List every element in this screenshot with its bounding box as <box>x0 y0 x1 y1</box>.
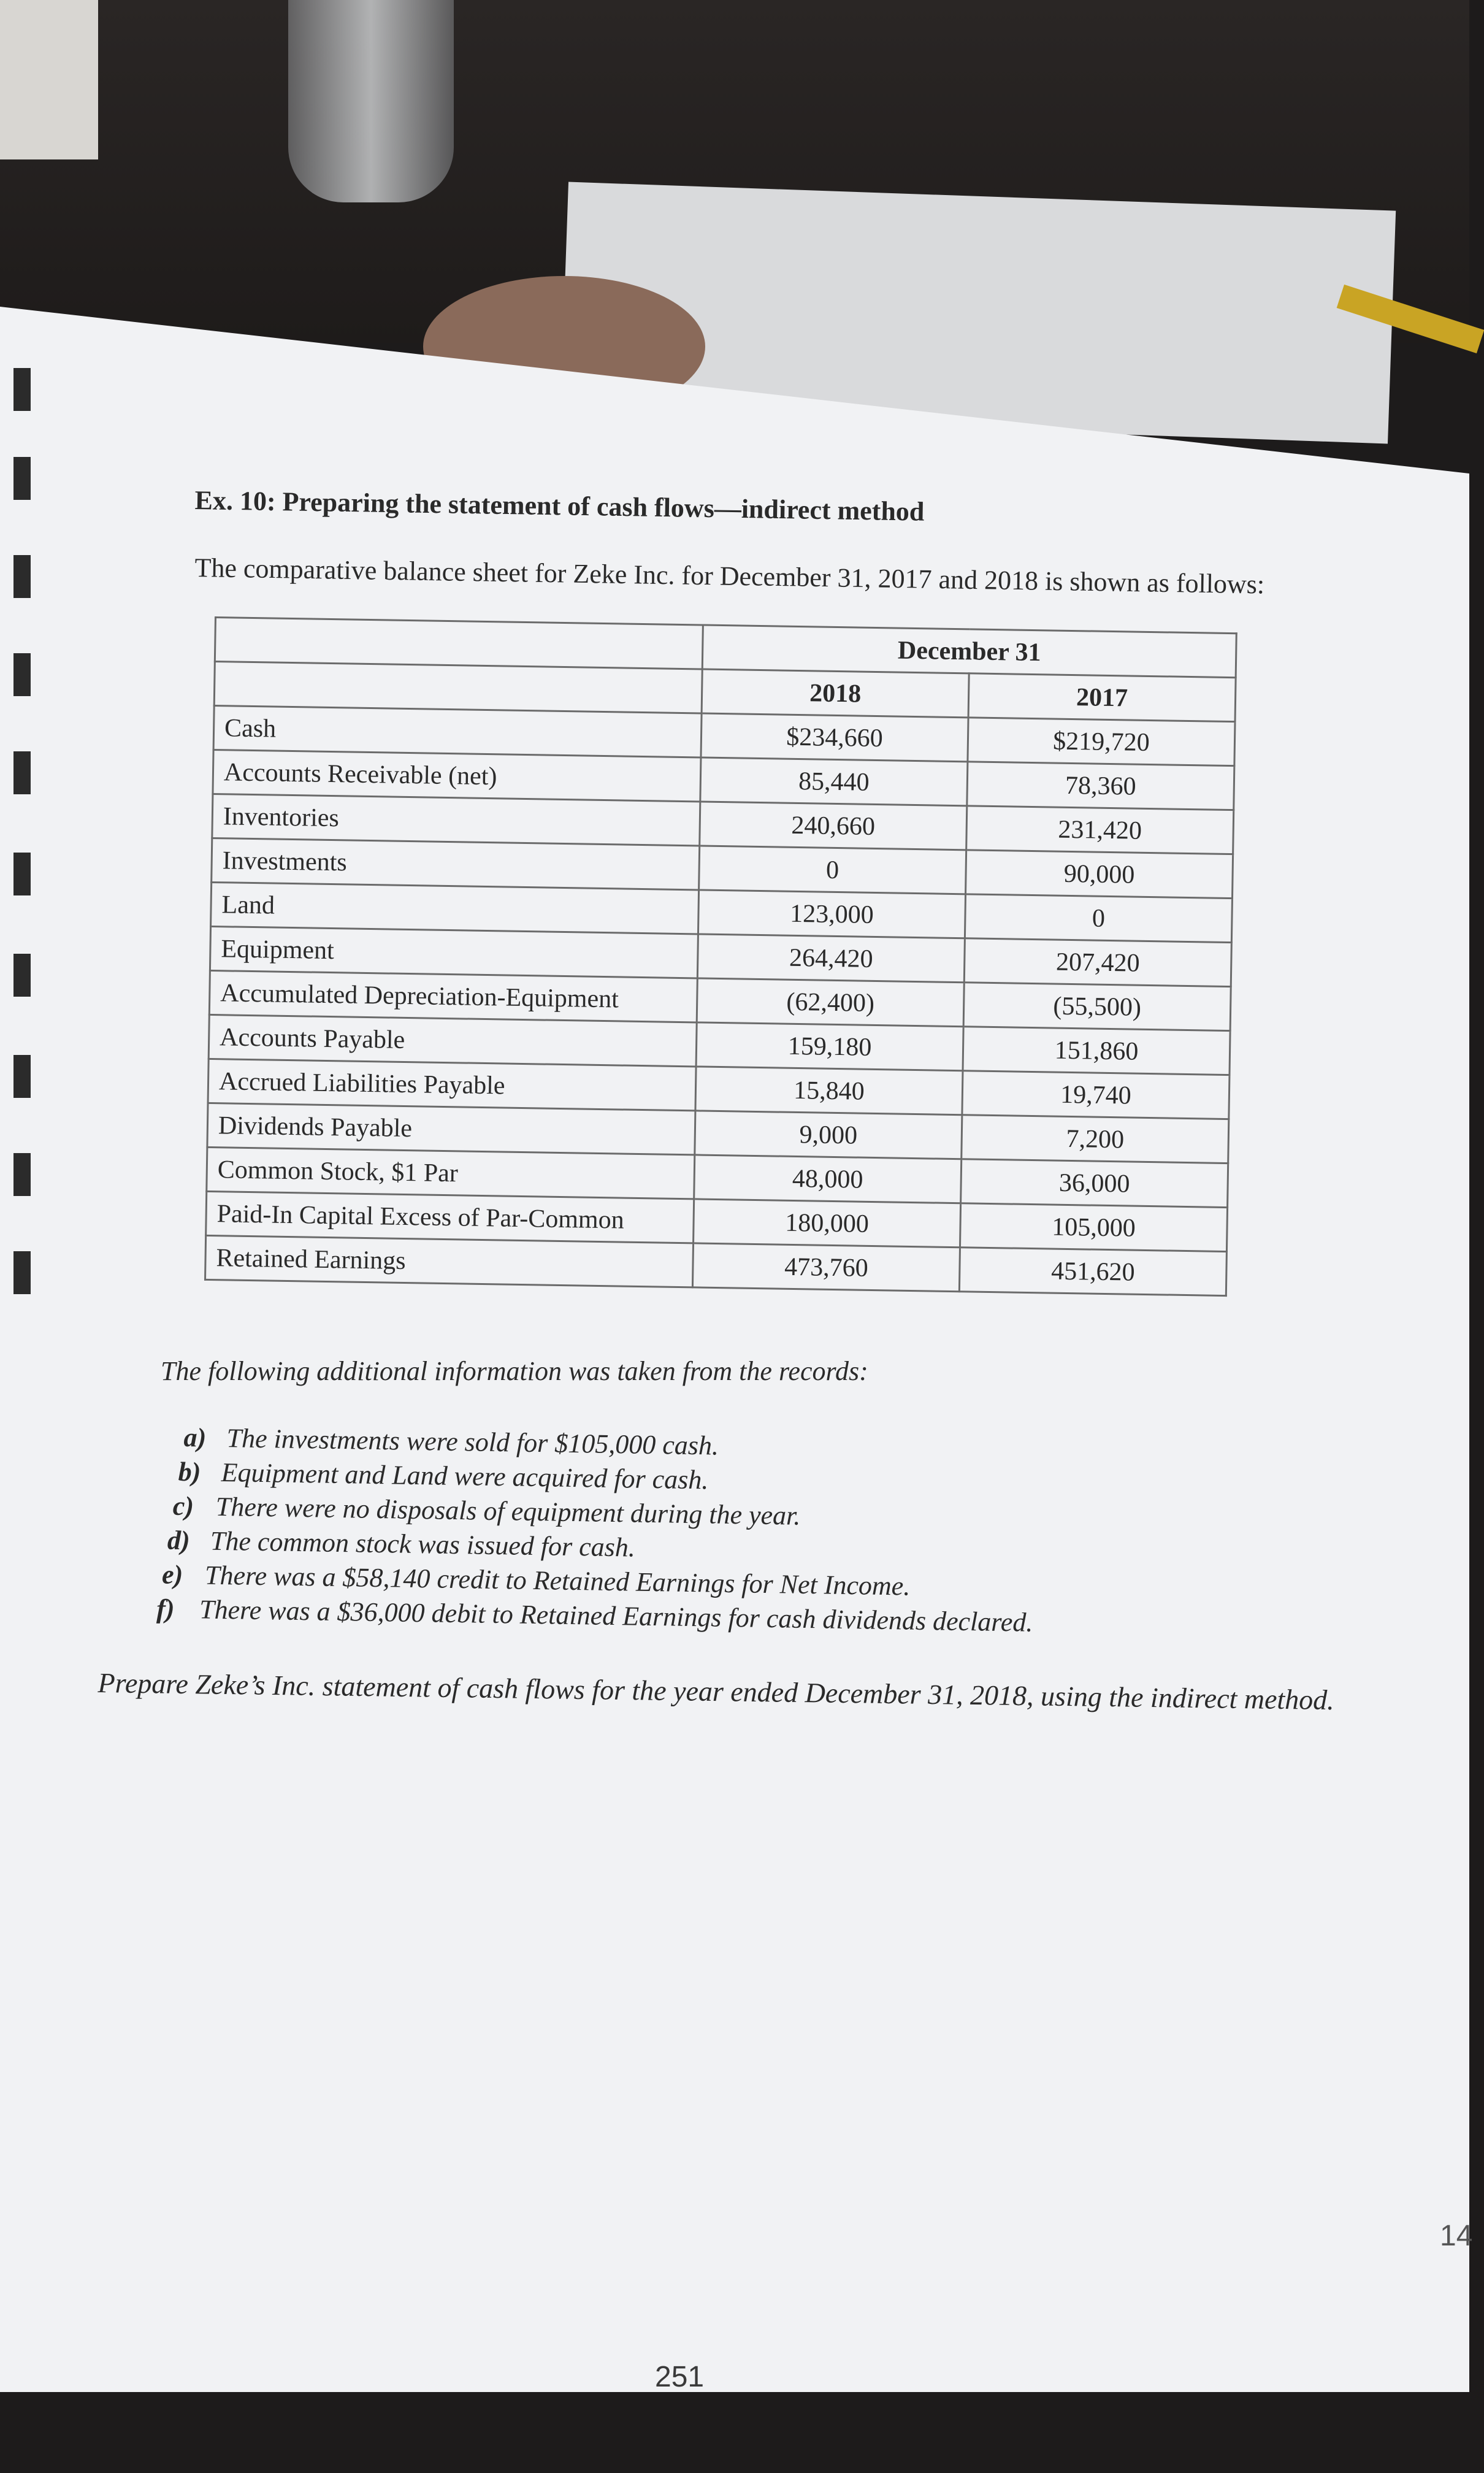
value-2018: 123,000 <box>698 890 965 938</box>
balance-sheet <box>204 616 1237 1297</box>
item-text: There was a $36,000 debit to Retained Earnings for cash dividends declared. <box>199 1594 1033 1638</box>
item-marker: e) <box>161 1559 183 1590</box>
binder-tab <box>13 457 31 500</box>
page-number: 251 <box>655 2361 705 2393</box>
header-2018: 2018 <box>702 669 969 718</box>
item-marker: b) <box>178 1456 201 1487</box>
row-label: Accounts Receivable (net) <box>213 750 701 801</box>
additional-info-heading: The following additional information was taken from the records: <box>161 1356 868 1386</box>
value-2017: (55,500) <box>963 983 1231 1031</box>
item-text: There was a $58,140 credit to Retained Earnings for Net Income. <box>204 1560 911 1601</box>
binder-tab <box>13 1153 31 1196</box>
row-label: Land <box>211 882 699 934</box>
value-2017: $219,720 <box>968 718 1235 766</box>
row-label: Common Stock, $1 Par <box>207 1147 695 1198</box>
binder-tab <box>13 368 31 411</box>
item-marker: f) <box>156 1593 175 1624</box>
value-2018: 159,180 <box>696 1022 963 1071</box>
edge-number: 14 <box>1440 2220 1473 2252</box>
value-2018: $234,660 <box>701 713 968 762</box>
item-marker: c) <box>172 1490 194 1522</box>
binder-tab <box>13 555 31 598</box>
row-label: Retained Earnings <box>205 1235 694 1287</box>
value-2018: 264,420 <box>697 934 965 983</box>
value-2018: 180,000 <box>694 1199 961 1248</box>
row-label: Paid-In Capital Excess of Par-Common <box>206 1191 694 1243</box>
row-label: Accounts Payable <box>208 1014 697 1066</box>
value-2017: 19,740 <box>962 1071 1230 1119</box>
value-2018: 15,840 <box>695 1067 963 1115</box>
row-label: Accrued Liabilities Payable <box>208 1059 696 1110</box>
item-marker: a) <box>183 1422 207 1453</box>
row-label: Cash <box>213 706 702 757</box>
balance-sheet-table <box>204 616 1237 1297</box>
row-label: Dividends Payable <box>207 1103 695 1154</box>
water-bottle <box>288 0 454 202</box>
item-text: Equipment and Land were acquired for cash. <box>221 1457 709 1495</box>
wall-background <box>0 0 98 159</box>
row-label: Inventories <box>212 794 700 845</box>
row-label: Accumulated Depreciation-Equipment <box>209 970 697 1022</box>
value-2017: 90,000 <box>966 850 1233 899</box>
binder-tab <box>13 653 31 696</box>
instruction-text: Prepare Zeke’s Inc. statement of cash flows for the year ended December 31, 2018, using the indirect method. <box>98 1666 1335 1716</box>
item-text: The investments were sold for $105,000 cash. <box>226 1423 719 1461</box>
header-2017: 2017 <box>968 673 1236 722</box>
binder-tab <box>13 751 31 794</box>
value-2017: 207,420 <box>964 938 1231 987</box>
value-2017: 231,420 <box>966 806 1234 854</box>
additional-info-list <box>156 1422 1036 1641</box>
row-label: Equipment <box>210 926 698 978</box>
value-2017: 105,000 <box>960 1203 1227 1252</box>
value-2018: 85,440 <box>700 757 968 806</box>
header-december-31: December 31 <box>702 625 1236 678</box>
item-text: There were no disposals of equipment during the year. <box>215 1491 801 1531</box>
binder-tab <box>13 1251 31 1294</box>
item-marker: d) <box>167 1525 191 1556</box>
value-2017: 36,000 <box>961 1159 1228 1208</box>
value-2017: 78,360 <box>967 762 1234 810</box>
value-2018: 0 <box>699 846 966 894</box>
header-blank-cell <box>215 618 703 669</box>
value-2017: 7,200 <box>962 1115 1229 1164</box>
header-blank-cell <box>214 662 702 713</box>
binder-tab <box>13 1055 31 1098</box>
exercise-title: Ex. 10: Preparing the statement of cash flows—indirect method <box>194 485 925 527</box>
binder-tab <box>13 954 31 997</box>
value-2018: (62,400) <box>697 978 964 1027</box>
value-2017: 0 <box>965 894 1232 943</box>
value-2017: 451,620 <box>959 1248 1226 1296</box>
exercise-intro: The comparative balance sheet for Zeke Inc. for December 31, 2017 and 2018 is shown as follows: <box>194 552 1265 600</box>
value-2018: 9,000 <box>695 1111 962 1159</box>
value-2018: 473,760 <box>692 1243 960 1292</box>
value-2018: 240,660 <box>700 802 967 850</box>
value-2018: 48,000 <box>694 1155 962 1203</box>
row-label: Investments <box>212 838 700 889</box>
value-2017: 151,860 <box>963 1027 1230 1075</box>
item-text: The common stock was issued for cash. <box>210 1525 636 1563</box>
binder-tab <box>13 853 31 895</box>
